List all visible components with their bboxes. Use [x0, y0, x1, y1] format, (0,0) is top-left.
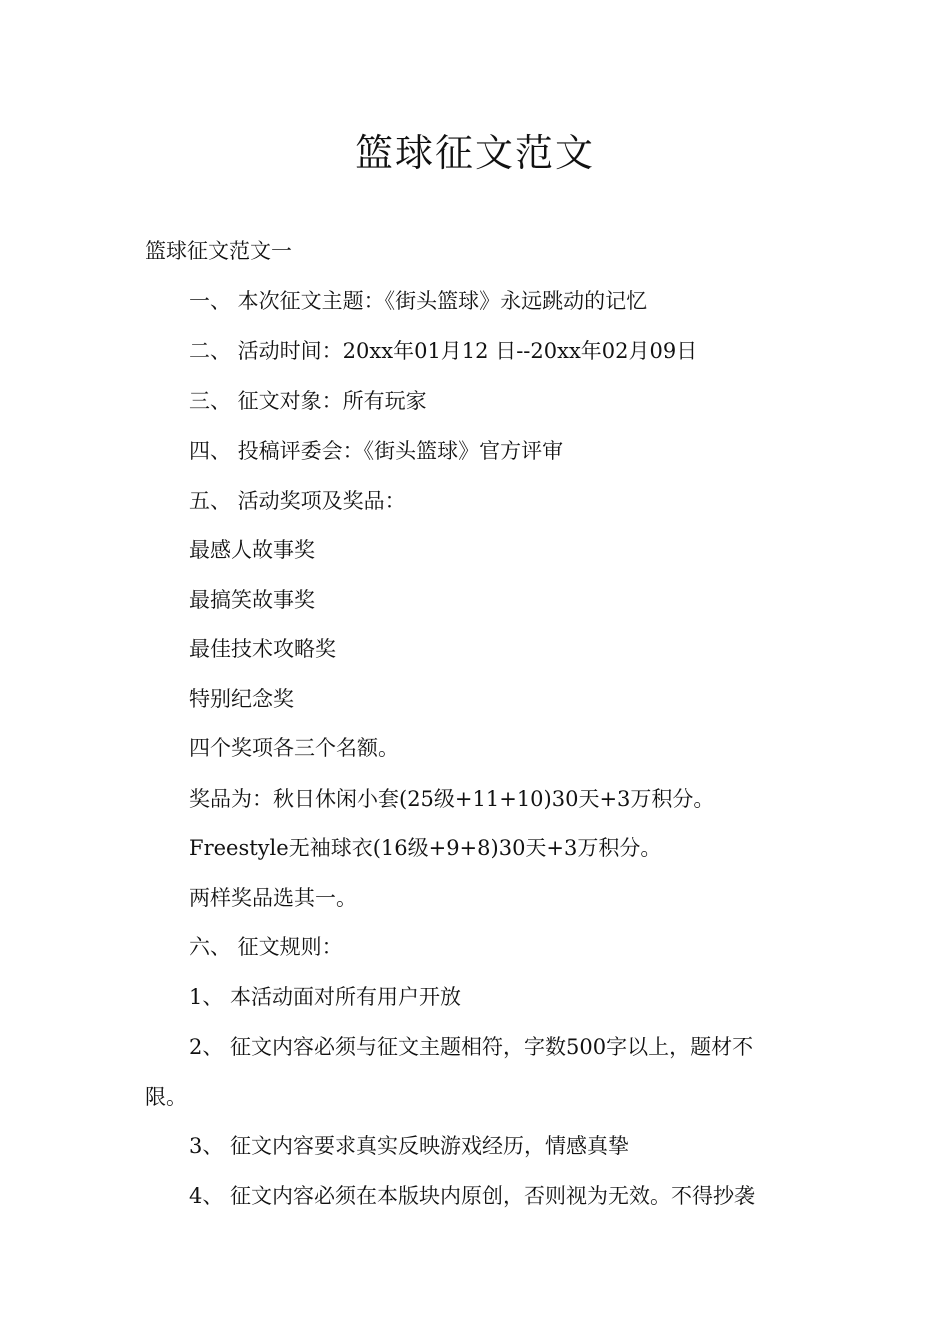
rule-3: 3、 征文内容要求真实反映游戏经历，情感真挚 — [189, 1134, 630, 1158]
item-awards: 五、 活动奖项及奖品： — [189, 489, 406, 513]
item-theme: 一、 本次征文主题：《街头篮球》永远跳动的记忆 — [189, 289, 648, 313]
award-touching: 最感人故事奖 — [189, 538, 315, 562]
item-rules: 六、 征文规则： — [189, 935, 343, 959]
item-time: 二、 活动时间：20xx年01月12 日--20xx年02月09日 — [189, 339, 698, 363]
section-heading: 篮球征文范文一 — [145, 239, 292, 263]
award-funny: 最搞笑故事奖 — [189, 588, 315, 612]
prize-one: 奖品为：秋日休闲小套(25级+11+10)30天+3万积分。 — [189, 787, 715, 811]
item-audience: 三、 征文对象：所有玩家 — [189, 389, 427, 413]
rule-1: 1、 本活动面对所有用户开放 — [189, 985, 462, 1009]
rule-2: 2、 征文内容必须与征文主题相符，字数500字以上，题材不 — [189, 1035, 754, 1059]
award-quota: 四个奖项各三个名额。 — [189, 736, 399, 760]
rule-2-continued: 限。 — [145, 1085, 187, 1109]
item-judges: 四、 投稿评委会：《街头篮球》官方评审 — [189, 439, 564, 463]
prize-two: Freestyle无袖球衣(16级+9+8)30天+3万积分。 — [189, 836, 662, 860]
prize-choice: 两样奖品选其一。 — [189, 886, 357, 910]
rule-4: 4、 征文内容必须在本版块内原创，否则视为无效。不得抄袭 — [189, 1184, 756, 1208]
award-special: 特别纪念奖 — [189, 687, 294, 711]
award-strategy: 最佳技术攻略奖 — [189, 637, 336, 661]
document-title: 篮球征文范文 — [354, 131, 595, 175]
